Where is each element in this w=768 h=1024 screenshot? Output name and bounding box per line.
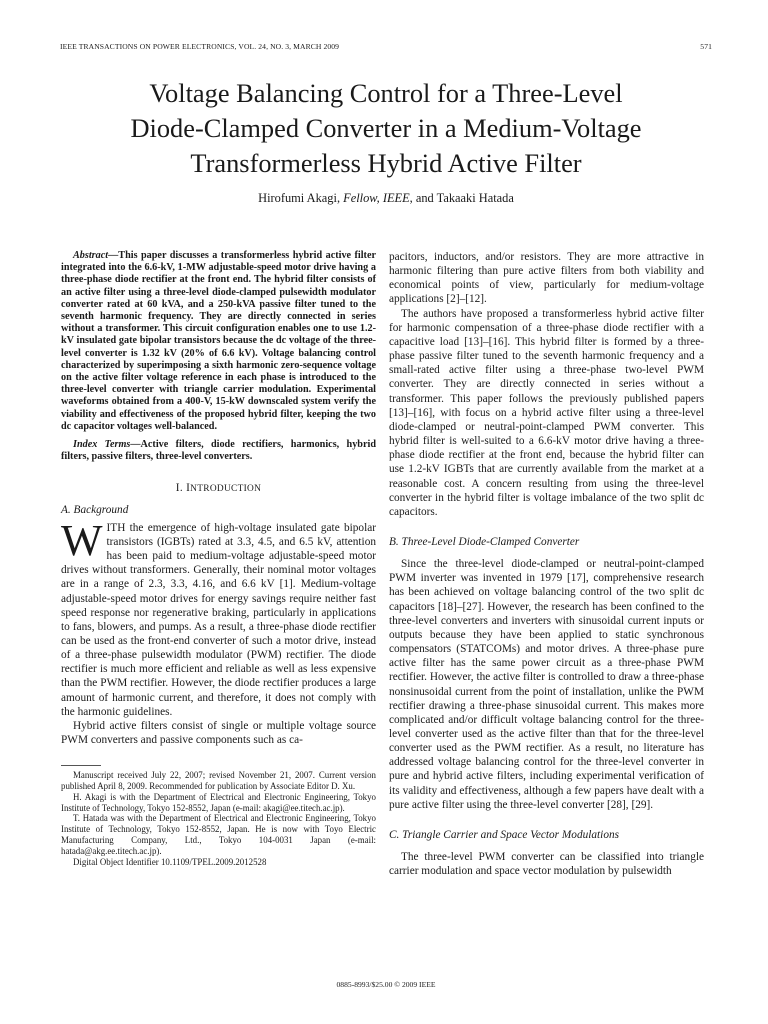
background-paragraph-2: Hybrid active filters consist of single or multiple voltage source PWM converters and passive components such as ca- — [61, 719, 376, 747]
subsection-heading-three-level: B. Three-Level Diode-Clamped Converter — [389, 535, 580, 548]
abstract-label: Abstract— — [73, 250, 119, 261]
author-separator-and: , and — [409, 191, 437, 205]
modulations-paragraph: The three-level PWM converter can be classified into triangle carrier modulation and space vector modulation by pulsewidth — [389, 851, 704, 878]
subsection-heading-background: A. Background — [61, 503, 129, 516]
footnote-doi: Digital Object Identifier 10.1109/TPEL.2009.2012528 — [73, 856, 267, 867]
author-line — [60, 190, 712, 206]
background-paragraph-1-text: ITH the emergence of high-voltage insulated gate bipolar transistors (IGBTs) rated at 3.3, 4.5, and 6.5 kV, attention has been paid to medium-voltage adjustable-speed motor drives without transformers. Generally, their nominal motor voltages are in a range of 2.3, 3.3, 4.16, and 6.6 kV [1]. Medium-voltage adjustable-speed motor drives for energy savings require neither fast speed response nor regenerative braking, particularly in applications to fans, blowers, and pumps. As a result, a three-phase diode rectifier can be used as the front-end converter of such a motor drive, instead of a three-phase pulsewidth modulator (PWM) rectifier. The diode rectifier is much more efficient and reliable as well as less expensive than the PWM rectifier. However, the diode rectifier produces a large amount of harmonic current, and therefore, it does not comply with the harmonic guidelines. — [61, 521, 376, 718]
section-title-initial: I — [186, 482, 191, 495]
author-1: Hirofumi Akagi — [258, 191, 337, 205]
paper-title — [60, 76, 712, 181]
footnote-hatada: T. Hatada was with the Department of Electrical and Electronic Engineering, Tokyo Institute of Technology, Tokyo 152-8552, Japan. He is now with Toyo Electric Manufacturing Company, Ltd., Tokyo 104-0031 Japan (e-mail: hatada@akg.ee.titech.ac.jp). — [61, 813, 376, 856]
section-title-rest: NTRODUCTION — [190, 484, 262, 495]
running-header — [60, 42, 712, 54]
copyright-footer: 0885-8993/$25.00 © 2009 IEEE — [336, 980, 436, 989]
right-paragraph-1: pacitors, inductors, and/or resistors. They are more attractive in harmonic filtering than pure active filters from both viability and economical points of view, particularly for medium-voltage applications [2]–[12]. — [389, 251, 704, 306]
drop-cap: W — [61, 515, 103, 565]
index-terms-text: Active filters, diode rectifiers, harmonics, hybrid filters, passive filters, three-level converters. — [61, 439, 376, 463]
index-terms — [61, 439, 376, 463]
footnote-manuscript: Manuscript received July 22, 2007; revised November 21, 2007. Current version published April 8, 2009. Recommended for publication by Associate Editor D. Xu. — [61, 770, 376, 792]
title-line-2: Diode-Clamped Converter in a Medium-Voltage — [130, 113, 642, 143]
author-separator: , — [336, 191, 344, 205]
footnote-akagi: H. Akagi is with the Department of Electrical and Electronic Engineering, Tokyo Institute of Technology, Tokyo 152-8552, Japan (e-mail: akagi@ee.titech.ac.jp). — [61, 791, 376, 813]
title-line-1: Voltage Balancing Control for a Three-Level — [149, 78, 623, 108]
three-level-paragraph: Since the three-level diode-clamped or neutral-point-clamped PWM inverter was invented in 1979 [17], comprehensive research has been achieved on voltage balancing control of the two split dc capacitors [18]–[27]. However, the research has been confined to the three-level converters and inverters with sinusoidal current inputs or outputs because they have been applied to static synchronous compensators (STATCOMs) and motor drives. A three-phase pure active filter has the same power circuit as a three-phase PWM rectifier. However, the active filter is controlled to draw a three-phase nonsinusoidal current from the point of installation, unlike the PWM rectifier drawing a three-phase sinusoidal current. This makes more complicated and/or difficult voltage balancing control for the three-level converter used as the active filter than that for the three-level converter used as the PWM rectifier. As a result, no literature has addressed voltage balancing control for the three-level converter in pure and hybrid active filters, including experimental verification of its validity and effectiveness, although a few papers have dealt with a pure active filter using the three-level converter [28], [29]. — [389, 558, 704, 811]
section-heading-introduction — [61, 481, 376, 496]
page-number: 571 — [700, 42, 712, 51]
left-column — [61, 250, 376, 867]
background-paragraph-1 — [61, 515, 376, 719]
author-role: Fellow, IEEE — [343, 191, 410, 205]
right-paragraph-2: The authors have proposed a transformerless hybrid active filter for harmonic compensation of a three-phase diode rectifier with a capacitive load [13]–[16]. This hybrid filter is formed by a three-phase passive filter tuned to the seventh harmonic frequency and a small-rated active filter using a three-phase two-level PWM converter. They are directly connected in series without a transformer. This paper follows the previously published papers [13]–[16], with focus on a hybrid active filter using a three-level diode-clamped or neutral-point-clamped PWM converter. This hybrid filter is well-suited to a 6.6-kV motor drive having a three-phase diode rectifier at the front end, because the hybrid filter can use 1.2-kV IGBTs that are currently available from the market at a reasonable cost. A concern resulting from using the three-level converter in the hybrid filter is voltage imbalance of the two split dc capacitors. — [389, 307, 704, 518]
index-terms-label: Index Terms— — [73, 439, 141, 451]
abstract — [61, 250, 376, 433]
subsection-heading-modulations: C. Triangle Carrier and Space Vector Modulations — [389, 828, 620, 841]
author-2: Takaaki Hatada — [436, 191, 514, 205]
abstract-text: This paper discusses a transformerless hybrid active filter integrated into the 6.6-kV, 1-MW adjustable-speed motor drive having a three-phase diode rectifier at the front end. The hybrid filter consists of an active filter using a three-level diode-clamped pulsewidth modulator converter rated at 60 kVA, and a 250-kVA passive filter tuned to the seventh harmonic frequency. They are directly connected in series without a transformer. This circuit configuration enables one to use 1.2-kV insulated gate bipolar transistors because the dc voltage of the three-level converter is 1.32 kV (20% of 6.6 kV). Voltage balancing control characterized by superimposing a sixth harmonic zero-sequence voltage on the active filter voltage reference in each phase is introduced to the three-level converter with triangle carrier modulation. Experimental waveforms obtained from a 400-V, 15-kW downscaled system verify the viability and effectiveness of the proposed hybrid filter, keeping the two dc capacitor voltages well-balanced. — [61, 250, 376, 432]
section-number: I. — [175, 482, 187, 495]
footnote-rule — [61, 765, 101, 766]
right-column — [389, 250, 704, 878]
journal-header: IEEE TRANSACTIONS ON POWER ELECTRONICS, VOL. 24, NO. 3, MARCH 2009 — [60, 42, 340, 51]
title-line-3: Transformerless Hybrid Active Filter — [190, 148, 582, 178]
